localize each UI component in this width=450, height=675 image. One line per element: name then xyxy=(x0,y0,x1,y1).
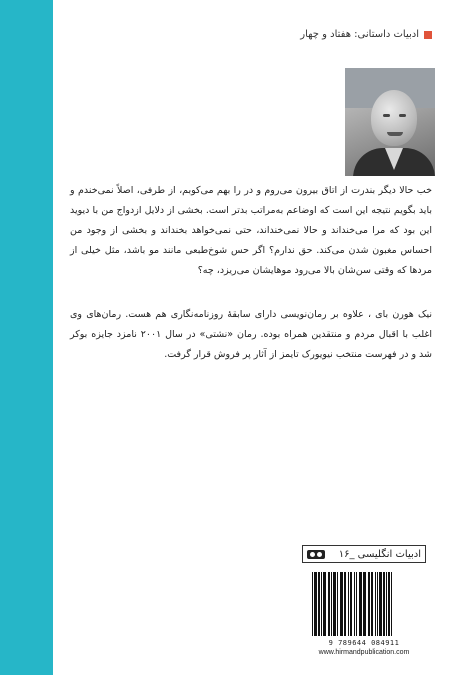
publisher-website: www.hirmandpublication.com xyxy=(318,649,410,656)
isbn-number: 9 789644 084911 xyxy=(328,639,400,647)
excerpt-paragraph: خب حالا دیگر بندرت از اتاق بیرون می‌روم و در را بهم می‌کوبم، از طرفی، اصلاً نمی‌خندم و باید بگویم نتیجه این است که اوضاعم به‌مراتب بدتر است. بخشی از دلایل ازدواج من با دیوید این بود که مرا می‌خنداند و حالا نمی‌خنداند، حتی نمی‌خواهد بخنداند و بخشی از وجود من احساس مغبون شدن می‌کند. حق ندارم؟ اگر حس شوخ‌طبعی مانند مو باشد، مثل خیلی از مردها که وقتی سن‌شان بالا می‌رود موهایشان می‌ریزد، چه؟ xyxy=(70,185,432,276)
series-marker-square xyxy=(424,31,432,39)
series-label: ادبیات داستانی: هفتاد و چهار xyxy=(300,29,419,40)
barcode-block xyxy=(302,568,426,658)
teal-side-stripe xyxy=(0,0,53,675)
barcode xyxy=(310,572,418,638)
author-bio-paragraph: نیک هورن بای ، علاوه بر رمان‌نویسی دارای سابقهٔ روزنامه‌نگاری هم هست. رمان‌های وی اغلب با اقبال مردم و منتقدین همراه بوده. رمان «نشتی» در سال ۲۰۰۱ نامزد جایزه بوکر شد و در فهرست منتخب نیویورک تایمز از آثار پر فروش قرار گرفت. xyxy=(70,309,432,360)
series-tag xyxy=(300,29,432,40)
cassette-icon xyxy=(307,550,325,559)
collection-title-box xyxy=(302,545,426,563)
collection-title: ادبیات انگلیسی _۱۶ xyxy=(338,548,421,560)
author-photo xyxy=(345,68,435,176)
